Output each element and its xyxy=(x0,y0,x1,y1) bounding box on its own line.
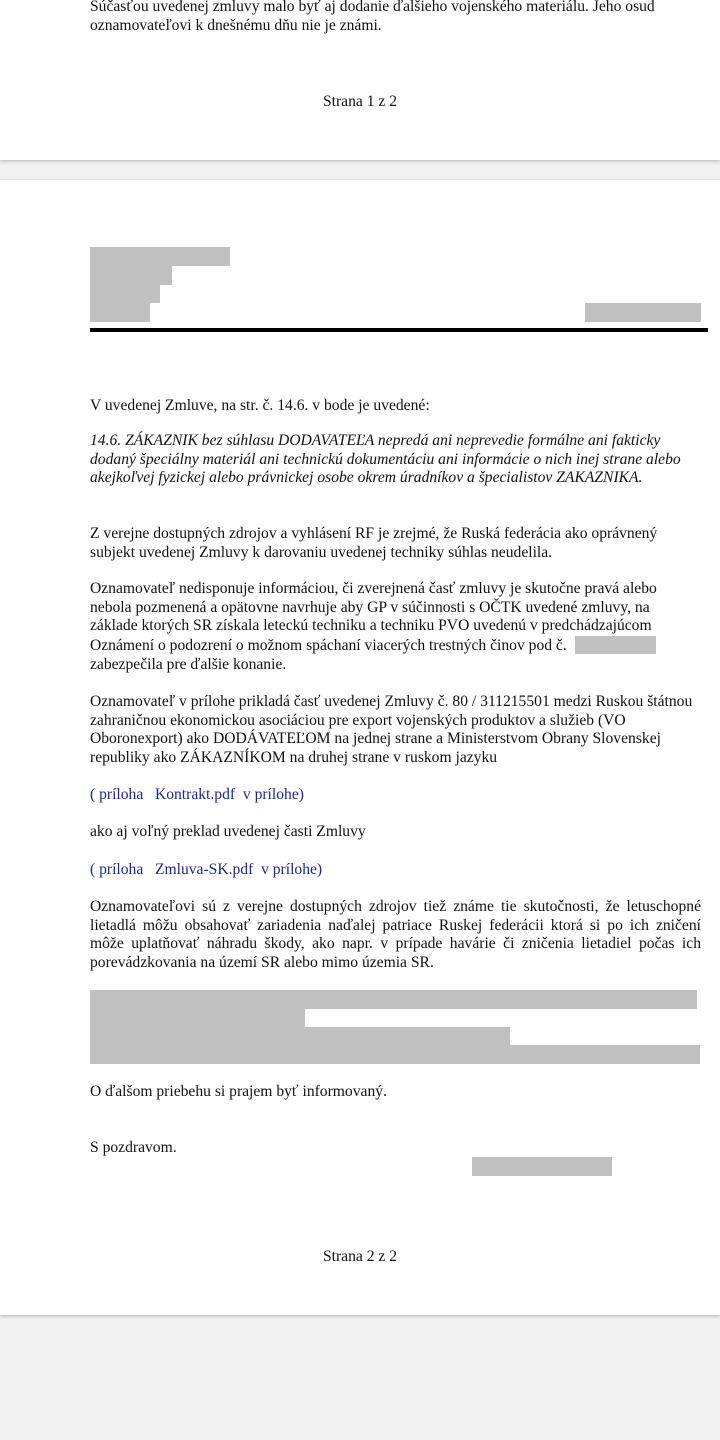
page1-closing-paragraph: Súčasťou uvedenej zmluvy malo byť aj dodanie ďalšieho vojenského materiálu. Jeho osud oznamovateľovi k dnešnému dňu nie je známi. xyxy=(90,0,655,34)
redaction-block xyxy=(90,266,172,285)
redaction-block xyxy=(90,303,150,322)
header-date-redaction xyxy=(585,303,701,322)
redaction-block xyxy=(90,285,160,303)
page2-footer-page-number: Strana 2 z 2 xyxy=(322,1248,398,1265)
document-page-1 xyxy=(0,0,720,160)
page1-footer-page-number: Strana 1 z 2 xyxy=(322,93,398,110)
header-divider-line xyxy=(90,328,708,332)
paragraph-consent: Z verejne dostupných zdrojov a vyhlásení RF je zrejmé, že Ruská federácia ako oprávnený subjekt uvedenej Zmluvy k darovaniu uvedenej techniky súhlas neudelila. xyxy=(90,525,658,561)
attachment-link-zmluva-sk[interactable]: ( príloha Zmluva-SK.pdf v prílohe) xyxy=(90,861,323,878)
paragraph-request xyxy=(90,580,690,675)
paragraph-request-text: Oznamovateľ nedisponuje informáciou, či zverejnená časť zmluvy je skutočne pravá alebo nebola pozmenená a opätovne navrhuje aby GP v súčinnosti s OČTK uvedené zmluvy, na základe ktorých SR získala leteckú techniku a techniku PVO uvedenú v predchádzajúcom Oznámení o podozrení o možnom spáchaní viacerých trestných činov pod č. xyxy=(90,580,657,655)
redaction-block xyxy=(90,1009,305,1027)
redaction-block xyxy=(90,1045,700,1064)
paragraph-attachment: Oznamovateľ v prílohe prikladá časť uvedenej Zmluvy č. 80 / 311215501 medzi Ruskou štátnou zahraničnou ekonomickou asociáciou pre export vojenských produktov a služieb (VO Oboronexport) ako DODÁVATEĽOM na jednej strane a Ministerstvom Obrany Slovenskej republiky ako ZÁKAZNÍKOM na druhej strane v ruskom jazyku xyxy=(90,693,693,767)
case-number-redaction xyxy=(575,636,656,654)
translation-note: ako aj voľný preklad uvedenej časti Zmluvy xyxy=(90,823,366,840)
redaction-block xyxy=(90,247,230,266)
closing-line: O ďalšom priebehu si prajem byť informovaný. xyxy=(90,1083,387,1100)
paragraph-request-end: zabezpečila pre ďalšie konanie. xyxy=(90,655,287,673)
document-page-2 xyxy=(0,180,720,1315)
intro-line: V uvedenej Zmluve, na str. č. 14.6. v bode je uvedené: xyxy=(90,397,430,414)
redaction-block xyxy=(90,1027,510,1045)
greeting-line: S pozdravom. xyxy=(90,1139,177,1156)
redaction-block xyxy=(90,990,697,1009)
attachment-link-kontrakt[interactable]: ( príloha Kontrakt.pdf v prílohe) xyxy=(90,786,304,803)
quoted-contract-clause: 14.6. ZÁKAZNIK bez súhlasu DODAVATEĽA nepredá ani neprevedie formálne ani fakticky dodaný špeciálny materiál ani technickú dokumentáciu ani informácie o nich inej strane alebo akejkoľvej fyzickej alebo právnickej osobe okrem úradníkov a špecialistov ZAKAZNIKA. xyxy=(90,432,681,487)
signature-redaction xyxy=(472,1157,612,1176)
paragraph-damages: Oznamovateľovi sú z verejne dostupných zdrojov tiež známe tie skutočnosti, že letuschopné lietadlá môžu obsahovať zariadenia naďalej patriace Ruskej federácii ktorá si po ich zničení môže uplatňovať náhradu škody, ako napr. v prípade havárie či zničenia lietadiel počas ich porevádzkovania na území SR alebo mimo územia SR. xyxy=(90,898,701,972)
